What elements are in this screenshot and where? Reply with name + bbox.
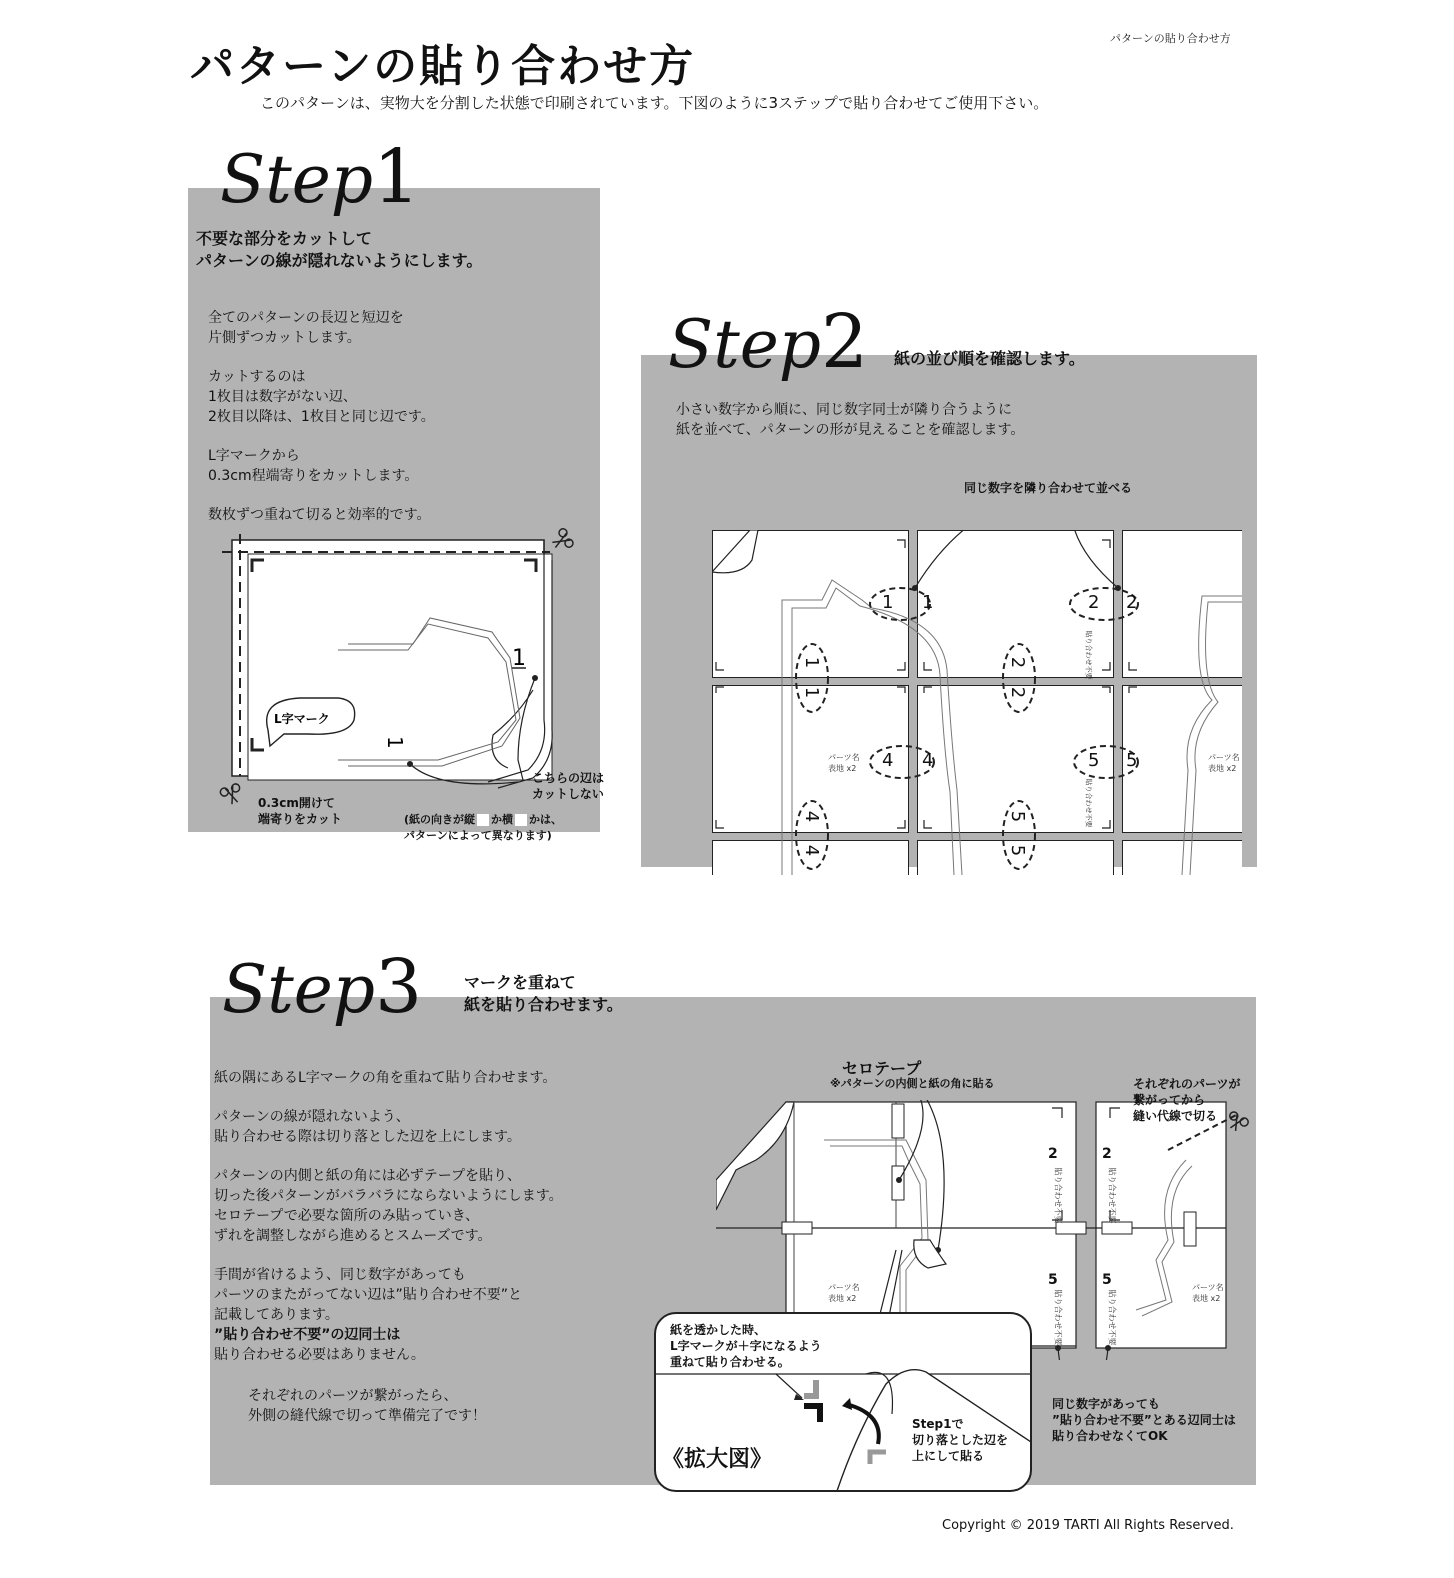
pair-number: 4	[882, 750, 894, 771]
running-header: パターンの貼り合わせ方	[1110, 32, 1231, 45]
step3-heading: マークを重ねて 紙を貼り合わせます。	[464, 973, 623, 1014]
step1-callout-left: 0.3cm開けて 端寄りをカット	[258, 796, 342, 826]
pair-number-vertical: 2	[1007, 686, 1029, 699]
same-number-note: 同じ数字があっても ”貼り合わせ不要”とある辺同士は 貼り合わせなくてOK	[1052, 1397, 1236, 1443]
step2-sheet-grid	[712, 530, 1242, 875]
step2-number: 2	[821, 299, 869, 385]
step1-heading-line: パターンの線が隠れないようにします。	[196, 251, 483, 270]
step1-label: Step	[220, 141, 374, 218]
scissors-icon	[549, 527, 575, 553]
pair-number-vertical: 2	[1007, 656, 1029, 669]
zoom-box	[654, 1312, 1032, 1492]
pair-number-vertical: 1	[801, 656, 823, 669]
pair-number-vertical: 4	[801, 810, 823, 823]
step2-heading: 紙の並び順を確認します。	[894, 349, 1085, 368]
step3-number: 3	[375, 944, 423, 1030]
pair-number: 1	[882, 592, 894, 613]
parts-label: パーツ名 表地 x2	[828, 1283, 860, 1303]
no-join-label: 貼り合わせ不要	[1084, 630, 1093, 680]
step3-title	[222, 944, 423, 1030]
step1-paragraph: 数枚ずつ重ねて切ると効率的です。	[208, 507, 431, 523]
step2-title	[668, 299, 869, 385]
pair-number: 2	[1126, 592, 1138, 613]
step3-paragraph: パターンの内側と紙の角には必ずテープを貼り、 切った後パターンがバラバラにならないようにします。 セロテープで必要な箇所のみ貼っていき、 ずれを調整しながら進めるとスムーズです。	[214, 1168, 563, 1244]
cut-note: それぞれのパーツが 繋がってから 縫い代線で切る	[1133, 1077, 1241, 1123]
step1-number: 1	[373, 134, 421, 220]
tape-title: セロテープ	[842, 1059, 922, 1078]
page-title: パターンの貼り合わせ方	[190, 41, 696, 92]
pattern-lines	[712, 530, 1242, 875]
tape-piece	[1184, 1212, 1196, 1246]
step2-label: Step	[668, 306, 822, 383]
parts-label: パーツ名 表地 x2	[1208, 753, 1240, 773]
number-pair-ring	[1003, 644, 1035, 712]
pair-number-vertical: 4	[801, 844, 823, 857]
step1-body	[208, 308, 435, 544]
copyright: Copyright © 2019 TARTI All Rights Reserved.	[942, 1518, 1234, 1533]
pair-number: 4	[922, 750, 934, 771]
pair-number: 5	[1088, 750, 1100, 771]
step1-heading	[196, 228, 482, 272]
sheet-number: 5	[1102, 1272, 1112, 1288]
number-pair-ring	[796, 644, 828, 712]
sheet-number: 2	[1102, 1146, 1112, 1162]
no-join-label: 貼り合わせ不要	[1107, 1289, 1117, 1346]
step3-label: Step	[222, 951, 376, 1028]
folded-corner	[712, 530, 758, 573]
step3-paragraph: 手間が省けるよう、同じ数字があっても パーツのまたがってない辺は”貼り合わせ不要”と 記載してあります。 ”貼り合わせ不要”の辺同士は 貼り合わせる必要はありません。	[214, 1267, 522, 1363]
no-join-label: 貼り合わせ不要	[1107, 1167, 1117, 1224]
piece-number-rotated: 1	[383, 736, 407, 749]
pair-number-vertical: 5	[1007, 844, 1029, 857]
pair-number: 5	[1126, 750, 1138, 771]
step1-paragraph: カットするのは 1枚目は数字がない辺、 2枚目以降は、1枚目と同じ辺です。	[208, 369, 435, 425]
step2-callout: 同じ数字を隣り合わせて並べる	[964, 481, 1133, 495]
step1-note: (紙の向きが縦 か横 かは、 パターンによって異なります)	[404, 813, 563, 842]
pair-number-vertical: 5	[1007, 810, 1029, 823]
scissors-icon	[1226, 1104, 1252, 1134]
step1-callout-right: こちらの辺は カットしない	[532, 771, 605, 801]
folded-corner	[716, 1102, 794, 1210]
step3-paragraph: パターンの線が隠れないよう、 貼り合わせる際は切り落とした辺を上にします。	[214, 1109, 521, 1145]
tape-note: ※パターンの内側と紙の角に貼る	[830, 1077, 995, 1090]
no-join-label: 貼り合わせ不要	[1053, 1289, 1063, 1346]
zoom-step-note: Step1で 切り落とした辺を 上にして貼る	[912, 1417, 1009, 1463]
pair-number: 1	[922, 592, 934, 613]
pair-number-vertical: 1	[801, 686, 823, 699]
sheet-number: 5	[1048, 1272, 1058, 1288]
step1-paragraph: L字マークから 0.3cm程端寄りをカットします。	[208, 448, 419, 484]
tape-piece	[892, 1104, 904, 1138]
parts-label: パーツ名 表地 x2	[1192, 1283, 1224, 1303]
tape-piece	[892, 1166, 904, 1200]
piece-number-1: 1	[512, 646, 526, 671]
parts-label: パーツ名 表地 x2	[828, 753, 860, 773]
step3-closing: それぞれのパーツが繋がったら、 外側の縫代線で切って準備完了です！	[248, 1388, 486, 1424]
step2-body: 小さい数字から順に、同じ数字同士が隣り合うように 紙を並べて、パターンの形が見えることを確認します。	[676, 402, 1025, 438]
step1-title	[220, 134, 421, 220]
zoom-note: 紙を透かした時、 L字マークが＋字になるよう 重ねて貼り合わせる。	[670, 1323, 822, 1369]
tape-piece	[1102, 1222, 1132, 1234]
scissors-icon	[219, 783, 244, 807]
no-join-label: 貼り合わせ不要	[1053, 1167, 1063, 1224]
step3-body	[214, 1068, 563, 1384]
step1-paragraph: 全てのパターンの長辺と短辺を 片側ずつカットします。	[208, 310, 404, 346]
pair-number: 2	[1088, 592, 1100, 613]
page-subtitle: このパターンは、実物大を分割した状態で印刷されています。下図のように3ステップで貼り合わせてご使用下さい。	[260, 94, 1049, 112]
tape-piece	[782, 1222, 812, 1234]
sheet-number: 2	[1048, 1146, 1058, 1162]
bubble-label: L字マーク	[274, 712, 330, 726]
step3-paragraph: 紙の隅にあるL字マークの角を重ねて貼り合わせます。	[214, 1070, 557, 1086]
zoom-label: 《拡大図》	[662, 1447, 773, 1472]
tape-piece	[1056, 1222, 1086, 1234]
no-join-label: 貼り合わせ不要	[1084, 778, 1093, 828]
step1-heading-line: 不要な部分をカットして	[196, 229, 372, 248]
